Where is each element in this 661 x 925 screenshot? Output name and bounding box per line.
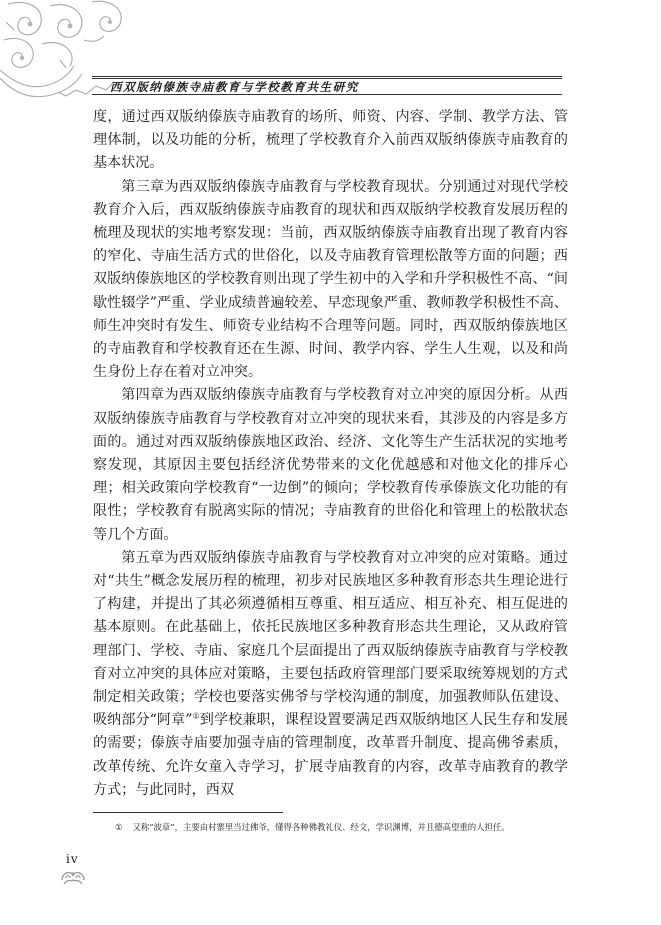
running-header bbox=[92, 76, 562, 96]
footnote-text: 又称“波章”，主要由村寨里当过佛爷，懂得各种佛教礼仪、经文，学识渊博，并且德高望重的人担任。 bbox=[132, 822, 510, 832]
page-number: iv bbox=[66, 852, 79, 866]
header-rule-bottom bbox=[92, 94, 562, 95]
paragraph-chapter-4: 第四章为西双版纳傣族寺庙教育与学校教育对立冲突的原因分析。从西双版纳傣族寺庙教育与学校教育对立冲突的现状来看，其涉及的内容是多方面的。通过对西双版纳傣族地区政治、经济、文化等生产生活状况的实地考察发现，其原因主要包括经济优势带来的文化优越感和对他文化的排斥心理；相关政策向学校教育“一边倒”的倾向；学校教育传承傣族文化功能的有限性；学校教育有脱离实际的情况；寺庙教育的世俗化和管理上的松散状态等几个方面。 bbox=[93, 387, 568, 543]
cloud-ornament-icon bbox=[60, 866, 86, 888]
chapter-5-text-part-2: 到学校兼职，课程设置要满足西双版纳地区人民生存和发展的需要；傣族寺庙要加强寺庙的管理制度，改革晋升制度、提高佛爷素质，改革传统、允许女童入寺学习，扩展寺庙教育的内容，改革寺庙教育的教学方式；与此同时，西双 bbox=[93, 712, 569, 798]
paragraph-continuation: 度，通过西双版纳傣族寺庙教育的场所、师资、内容、学制、教学方法、管理体制，以及功能的分析，梳理了学校教育介入前西双版纳傣族寺庙教育的基本状况。 bbox=[93, 109, 568, 172]
body-text bbox=[93, 106, 568, 802]
footnote-mark: ① bbox=[115, 822, 123, 832]
footnote-reference[interactable]: ① bbox=[192, 711, 200, 721]
paragraph-chapter-3: 第三章为西双版纳傣族寺庙教育与学校教育现状。分别通过对现代学校教育介入后，西双版纳傣族寺庙教育的现状和西双版纳学校教育发展历程的梳理及现状的实地考察发现：当前，西双版纳傣族寺庙教育出现了教育内容的窄化、寺庙生活方式的世俗化，以及寺庙教育管理松散等方面的问题；西双版纳傣族地区的学校教育则出现了学生初中的入学和升学积极性不高、“间歇性辍学”严重、学业成绩普遍较差、早恋现象严重、教师教学积极性不高、师生冲突时有发生、师资专业结构不合理等问题。同时，西双版纳傣族地区的寺庙教育和学校教育还在生源、时间、教学内容、学生人生观，以及和尚生身份上存在着对立冲突。 bbox=[93, 178, 568, 381]
header-rule-top bbox=[92, 76, 562, 77]
footnote bbox=[115, 821, 575, 833]
paragraph-chapter-5 bbox=[93, 547, 568, 802]
footnote-divider bbox=[93, 812, 283, 813]
running-title: 西双版纳傣族寺庙教育与学校教育共生研究 bbox=[110, 80, 359, 94]
chapter-5-text-part-1: 第五章为西双版纳傣族寺庙教育与学校教育对立冲突的应对策略。通过对“共生”概念发展历程的梳理，初步对民族地区多种教育形态共生理论进行了构建，并提出了其必须遵循相互尊重、相互适应、相互补充、相互促进的基本原则。在此基础上，依托民族地区多种教育形态共生理论，又从政府管理部门、学校、寺庙、家庭几个层面提出了西双版纳傣族寺庙教育与学校教育对立冲突的具体应对策略，主要包括政府管理部门要采取统筹规划的方式制定相关政策；学校也要落实佛爷与学校沟通的制度，加强教师队伍建设、吸纳部分“阿章” bbox=[93, 549, 568, 729]
